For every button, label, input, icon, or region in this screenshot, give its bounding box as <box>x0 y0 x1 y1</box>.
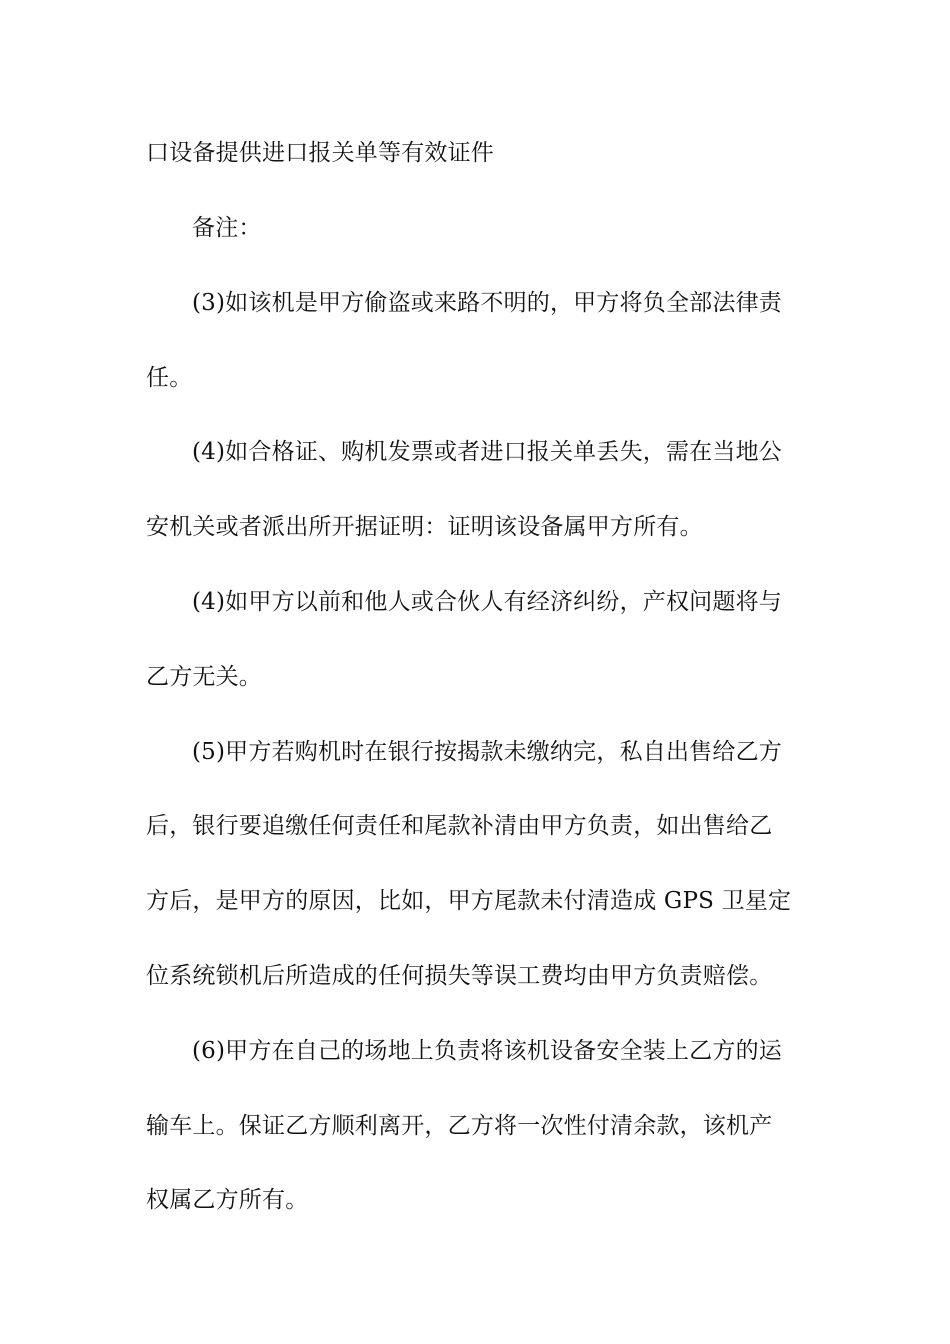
text-line: 备注： <box>192 215 262 241</box>
text-line: (5)甲方若购机时在银行按揭款未缴纳完，私自出售给乙方 <box>192 739 782 765</box>
text-line: 口设备提供进口报关单等有效证件 <box>146 140 494 166</box>
text-line: 任。 <box>146 365 193 391</box>
text-line: 安机关或者派出所开据证明：证明该设备属甲方所有。 <box>146 514 703 540</box>
text-line: 权属乙方所有。 <box>146 1187 309 1213</box>
text-line: (3)如该机是甲方偷盗或来路不明的，甲方将负全部法律责 <box>192 290 782 316</box>
text-line: 方后，是甲方的原因，比如，甲方尾款未付清造成 GPS 卫星定 <box>146 888 792 914</box>
text-line: 后，银行要追缴任何责任和尾款补清由甲方负责，如出售给乙 <box>146 813 773 839</box>
text-line: (6)甲方在自己的场地上负责将该机设备安全装上乙方的运 <box>192 1038 782 1064</box>
text-line: 乙方无关。 <box>146 664 262 690</box>
text-line: (4)如合格证、购机发票或者进口报关单丢失，需在当地公 <box>192 439 782 465</box>
text-line: (4)如甲方以前和他人或合伙人有经济纠纷，产权问题将与 <box>192 589 782 615</box>
text-line: 输车上。保证乙方顺利离开，乙方将一次性付清余款，该机产 <box>146 1113 773 1139</box>
text-line: 位系统锁机后所造成的任何损失等误工费均由甲方负责赔偿。 <box>146 963 773 989</box>
